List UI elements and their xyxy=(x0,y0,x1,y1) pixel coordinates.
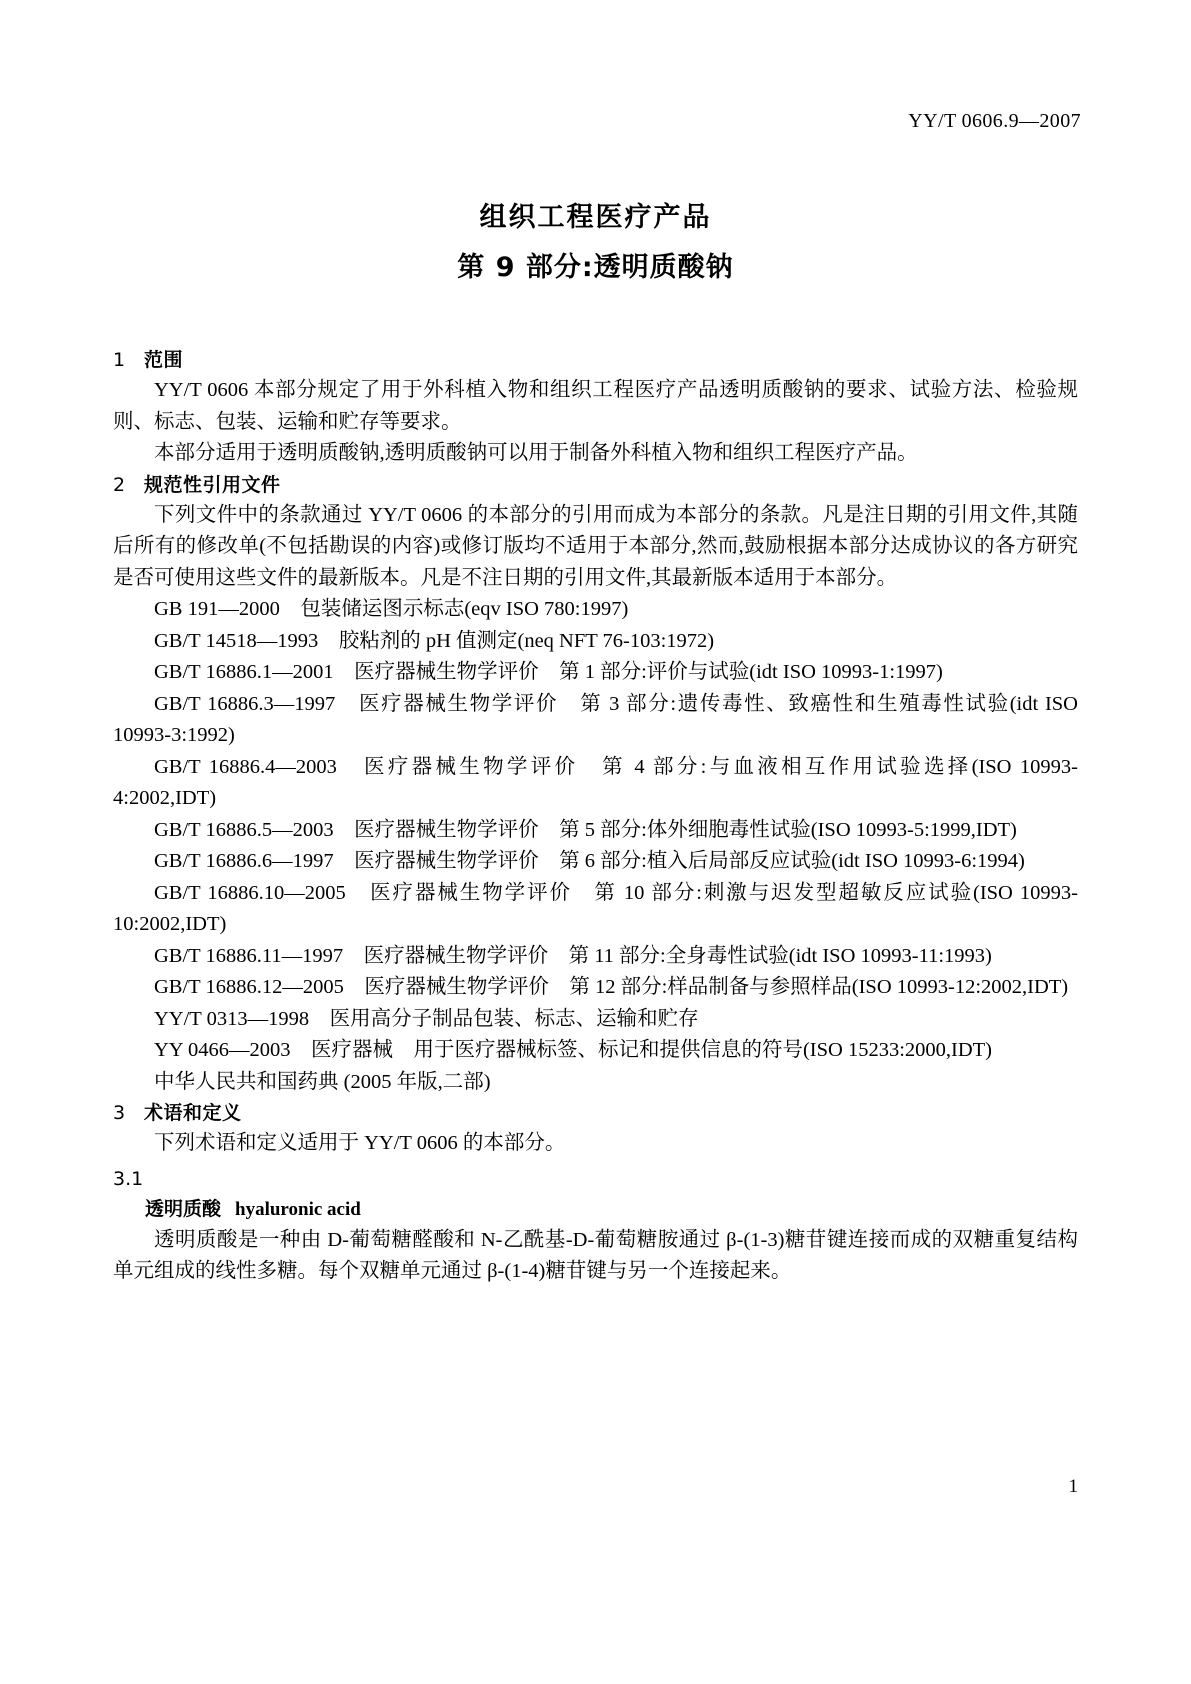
reference-item: GB/T 14518—1993 胶粘剂的 pH 值测定(neq NFT 76-103:1972) xyxy=(154,629,715,652)
clause-title-2: 规范性引用文件 xyxy=(144,473,281,496)
reference-item: GB/T 16886.3—1997 医疗器械生物学评价 第 3 部分:遗传毒性、致癌性和生殖毒性试验(idt ISO 10993-3:1992) xyxy=(113,692,1078,746)
term-entry xyxy=(145,1194,1078,1225)
reference-item: GB/T 16886.10—2005 医疗器械生物学评价 第 10 部分:刺激与迟发型超敏反应试验(ISO 10993-10:2002,IDT) xyxy=(113,881,1078,935)
reference-item: YY/T 0313—1998 医用高分子制品包装、标志、运输和贮存 xyxy=(154,1007,699,1030)
document-body xyxy=(113,345,1078,1288)
clause-number-1: 1 xyxy=(113,349,126,371)
page-footer xyxy=(0,1476,1078,1498)
reference-item: GB/T 16886.5—2003 医疗器械生物学评价 第 5 部分:体外细胞毒性试验(ISO 10993-5:1999,IDT) xyxy=(154,818,1017,841)
reference-item: GB/T 16886.12—2005 医疗器械生物学评价 第 12 部分:样品制备与参照样品(ISO 10993-12:2002,IDT) xyxy=(154,976,1069,998)
normative-refs-intro: 下列文件中的条款通过 YY/T 0606 的本部分的引用而成为本部分的条款。凡是注日期的引用文件,其随后所有的修改单(不包括勘误的内容)或修订版均不适用于本部分,然而,鼓励根据本部分达成协议的各方研究是否可使用这些文件的最新版本。凡是不注日期的引用文件,其最新版本适用于本部分。 xyxy=(113,503,1078,589)
reference-item: 中华人民共和国药典 (2005 年版,二部) xyxy=(154,1070,491,1093)
document-title xyxy=(0,196,1191,290)
clause-heading-1 xyxy=(113,345,1078,375)
standard-number: YY/T 0606.9—2007 xyxy=(908,110,1081,132)
clause-heading-3 xyxy=(113,1098,1078,1128)
page-number: 1 xyxy=(1068,1476,1078,1497)
reference-item: GB/T 16886.11—1997 医疗器械生物学评价 第 11 部分:全身毒性试验(idt ISO 10993-11:1993) xyxy=(154,944,992,967)
term-definition: 透明质酸是一种由 D-葡萄糖醛酸和 N-乙酰基-D-葡萄糖胺通过 β-(1-3)糖苷键连接而成的双糖重复结构单元组成的线性多糖。每个双糖单元通过 β-(1-4)糖苷键与另一个连接起来。 xyxy=(113,1228,1078,1282)
scope-paragraph-1: YY/T 0606 本部分规定了用于外科植入物和组织工程医疗产品透明质酸钠的要求、试验方法、检验规则、标志、包装、运输和贮存等要求。 xyxy=(113,379,1078,433)
subclause-number-3-1: 3.1 xyxy=(113,1167,144,1190)
reference-item: YY 0466—2003 医疗器械 用于医疗器械标签、标记和提供信息的符号(ISO 15233:2000,IDT) xyxy=(154,1039,993,1061)
running-head xyxy=(0,110,1081,133)
terms-intro: 下列术语和定义适用于 YY/T 0606 的本部分。 xyxy=(154,1132,566,1154)
clause-number-3: 3 xyxy=(113,1102,126,1124)
reference-item: GB/T 16886.4—2003 医疗器械生物学评价 第 4 部分:与血液相互作用试验选择(ISO 10993-4:2002,IDT) xyxy=(113,755,1078,809)
reference-item: GB/T 16886.1—2001 医疗器械生物学评价 第 1 部分:评价与试验(idt ISO 10993-1:1997) xyxy=(154,661,943,683)
scope-paragraph-2: 本部分适用于透明质酸钠,透明质酸钠可以用于制备外科植入物和组织工程医疗产品。 xyxy=(154,442,918,464)
title-line-part: 第 9 部分:透明质酸钠 xyxy=(457,252,734,283)
clause-heading-2 xyxy=(113,470,1078,500)
term-label-cn: 透明质酸 xyxy=(145,1197,222,1220)
clause-title-1: 范围 xyxy=(144,349,184,371)
clause-title-3: 术语和定义 xyxy=(144,1102,242,1124)
term-label-en: hyaluronic acid xyxy=(235,1198,361,1220)
title-line-main: 组织工程医疗产品 xyxy=(479,202,712,233)
clause-number-2: 2 xyxy=(113,473,126,496)
reference-item: GB/T 16886.6—1997 医疗器械生物学评价 第 6 部分:植入后局部反应试验(idt ISO 10993-6:1994) xyxy=(154,850,1025,872)
reference-item: GB 191—2000 包装储运图示标志(eqv ISO 780:1997) xyxy=(154,598,629,620)
